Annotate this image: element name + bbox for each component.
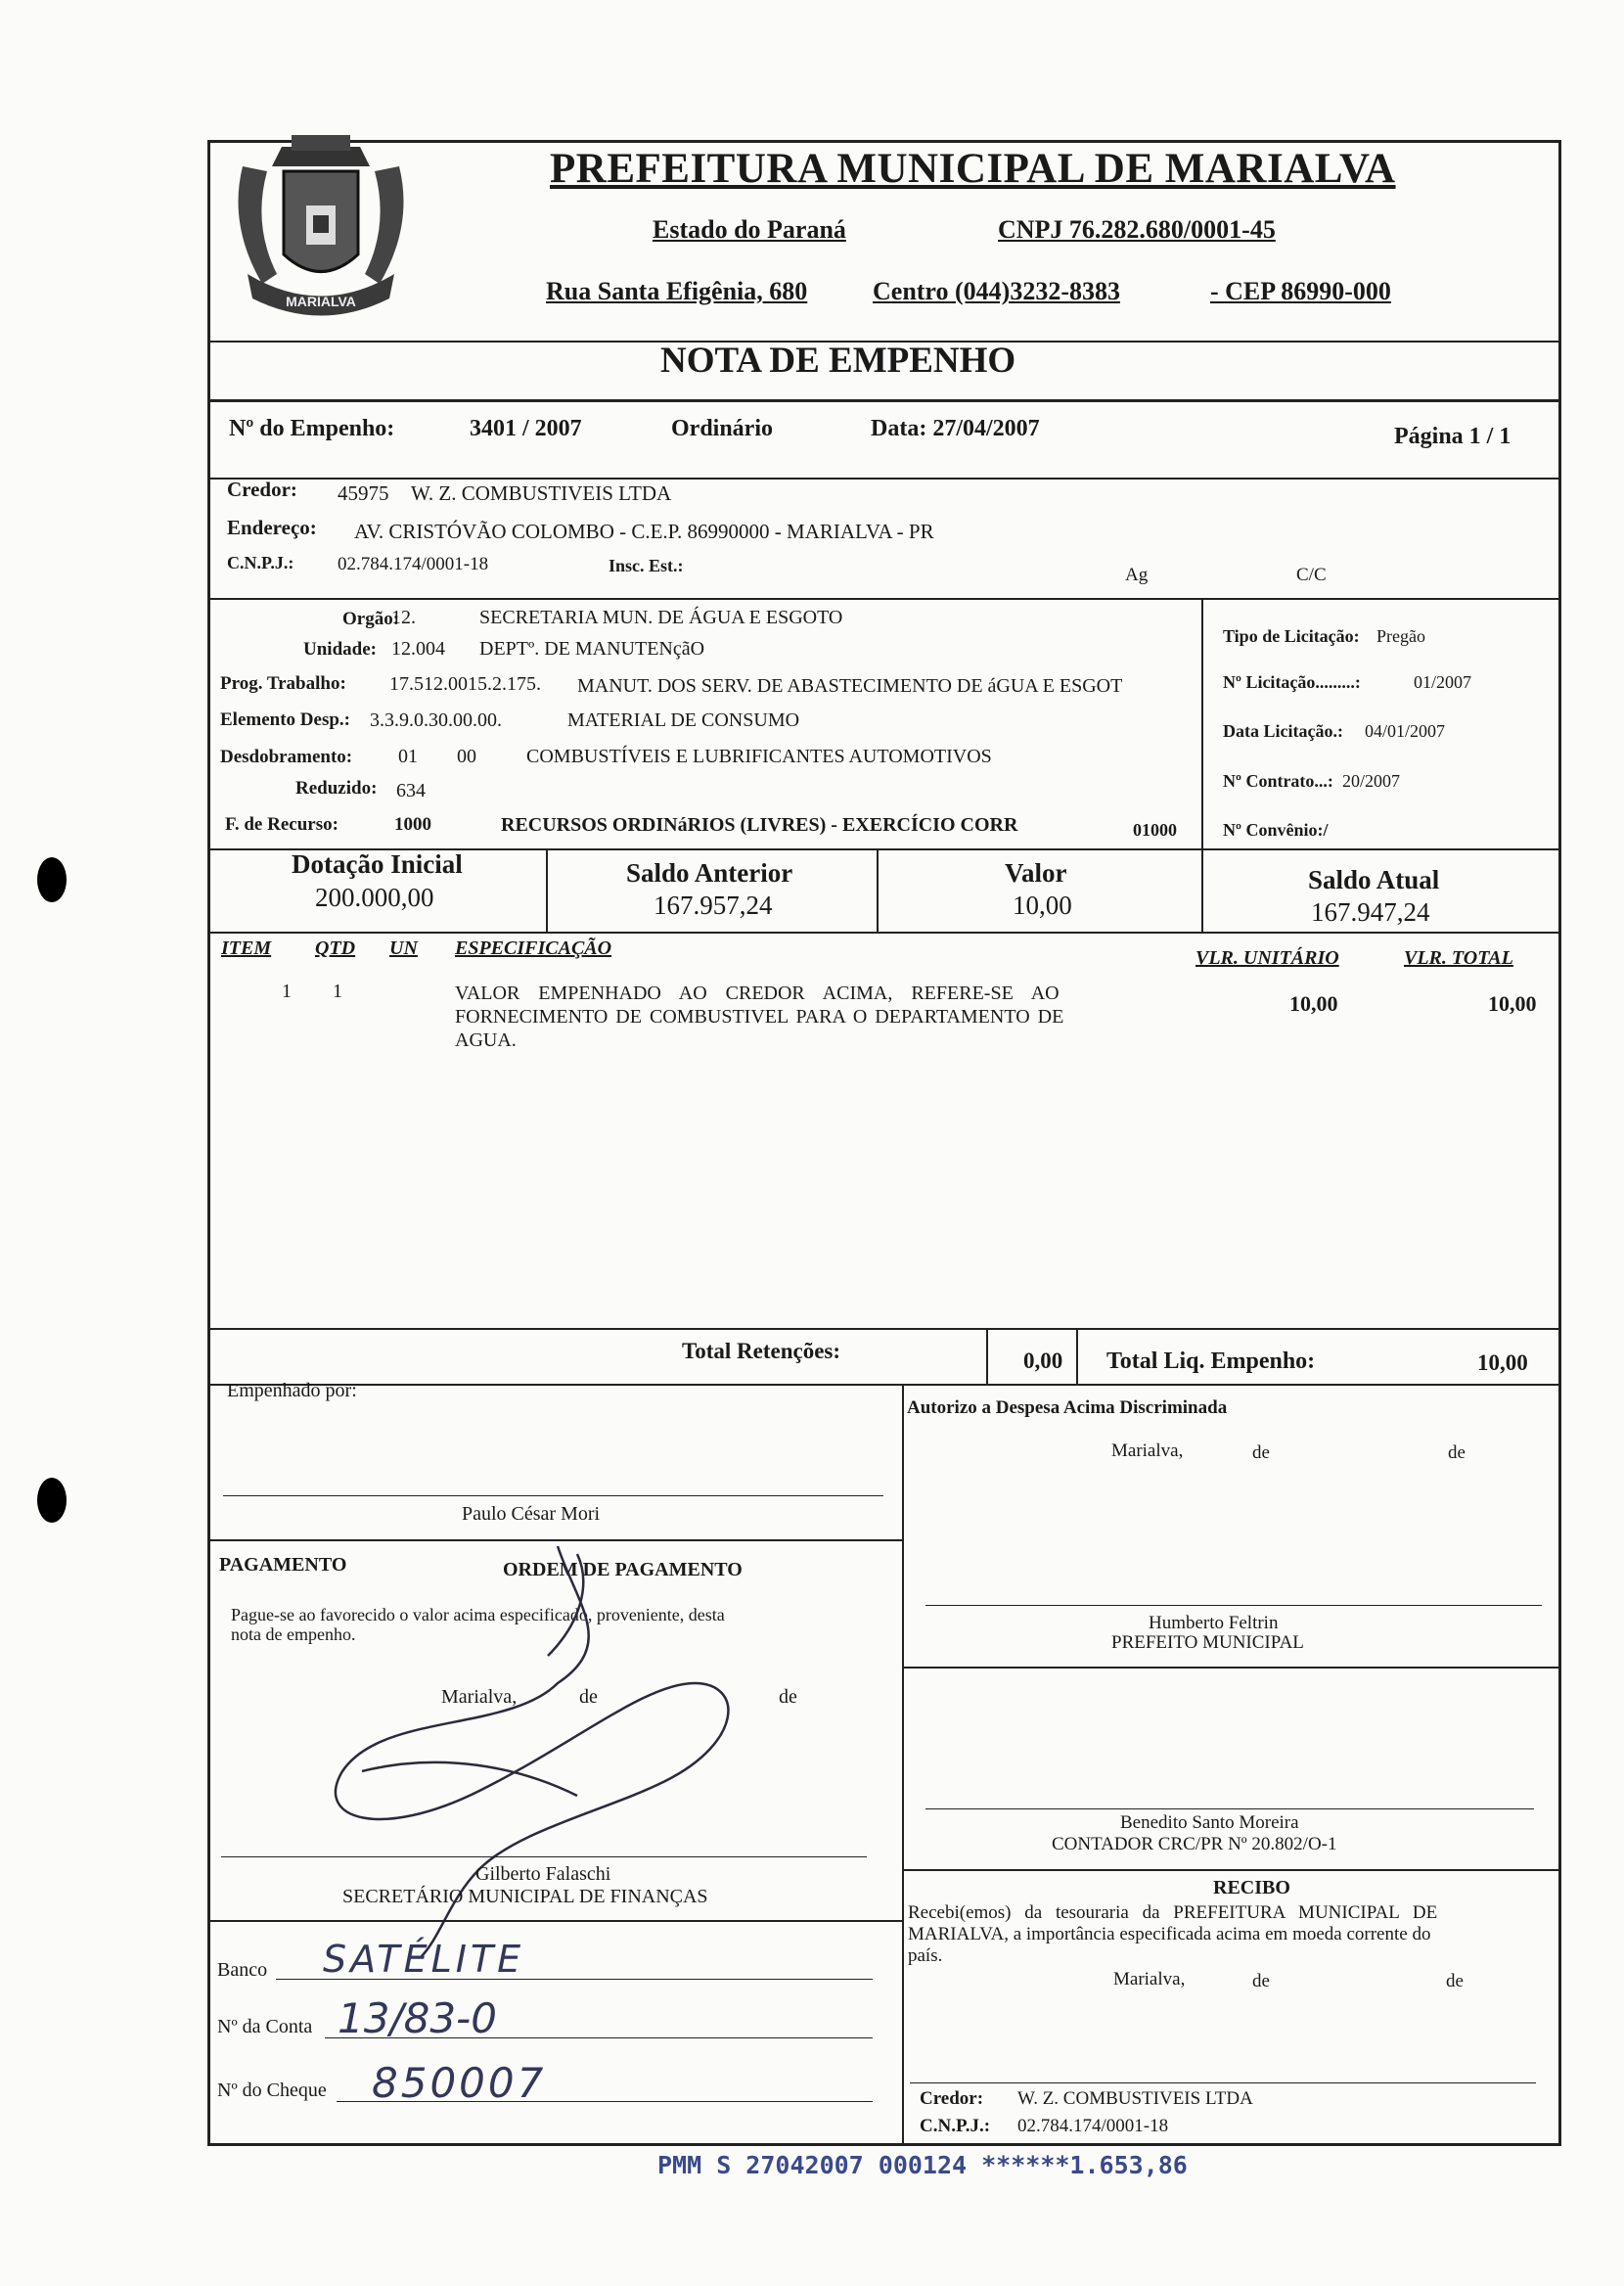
punch-hole	[37, 1478, 67, 1523]
address-label: Endereço:	[227, 516, 317, 539]
elem-code: 3.3.9.0.30.00.00.	[370, 709, 502, 731]
credor-label: Credor:	[227, 478, 297, 501]
empenhado-label: Empenhado por:	[227, 1380, 357, 1401]
num-licitacao-label: Nº Licitação.........:	[1223, 672, 1361, 692]
item-qtd: 1	[333, 981, 342, 1002]
recibo-de1: de	[1252, 1971, 1270, 1991]
autorizo-de1: de	[1252, 1442, 1270, 1463]
ag-label: Ag	[1125, 565, 1149, 585]
recibo-cnpj-value: 02.784.174/0001-18	[1017, 2116, 1169, 2136]
prog-label: Prog. Trabalho:	[220, 673, 346, 694]
col-vlr-unitario: VLR. UNITÁRIO	[1195, 947, 1339, 969]
orgao-name: SECRETARIA MUN. DE ÁGUA E ESGOTO	[479, 607, 843, 628]
autorizo-place: Marialva,	[1111, 1440, 1184, 1461]
total-liq-value: 10,00	[1477, 1350, 1528, 1375]
desd-label: Desdobramento:	[220, 747, 353, 767]
reduzido-value: 634	[396, 780, 426, 801]
recibo-place: Marialva,	[1113, 1969, 1186, 1989]
page-number: Página 1 / 1	[1394, 424, 1511, 449]
contador-name: Benedito Santo Moreira	[1120, 1812, 1299, 1833]
tipo-licitacao-label: Tipo de Licitação:	[1223, 626, 1360, 646]
elem-name: MATERIAL DE CONSUMO	[567, 709, 800, 731]
banco-handwritten: SATÉLITE	[323, 1938, 525, 1981]
header-address: Rua Santa Efigênia, 680	[546, 277, 808, 305]
pagamento-de2: de	[779, 1686, 797, 1708]
header-cep: - CEP 86990-000	[1210, 277, 1391, 305]
cheque-handwritten: 850007	[372, 2059, 547, 2107]
recurso-name: RECURSOS ORDINáRIOS (LIVRES) - EXERCÍCIO CORR	[501, 814, 1018, 836]
valor-value: 10,00	[1013, 891, 1072, 920]
reduzido-label: Reduzido:	[295, 778, 378, 799]
total-liq-label: Total Liq. Empenho:	[1106, 1349, 1316, 1374]
contrato-value: 20/2007	[1342, 771, 1401, 791]
banco-label: Banco	[217, 1959, 268, 1981]
total-retencoes-value: 0,00	[1023, 1349, 1063, 1373]
prefeito-name: Humberto Feltrin	[1149, 1613, 1279, 1633]
credor-address: AV. CRISTÓVÃO COLOMBO - C.E.P. 86990000 - MARIALVA - PR	[354, 520, 934, 543]
elem-label: Elemento Desp.:	[220, 709, 350, 730]
dotacao-value: 200.000,00	[315, 883, 434, 912]
header-state: Estado do Paraná	[653, 215, 846, 244]
saldo-atual-label: Saldo Atual	[1308, 865, 1440, 894]
cc-label: C/C	[1296, 565, 1327, 585]
orgao-code: 12.	[391, 607, 416, 628]
autorizo-de2: de	[1448, 1442, 1466, 1463]
empenho-type: Ordinário	[671, 416, 774, 441]
recibo-line2: MARIALVA, a importância especificada acima em moeda corrente do	[908, 1924, 1431, 1944]
recurso-label: F. de Recurso:	[225, 814, 338, 835]
col-item: ITEM	[221, 937, 272, 959]
credor-name: W. Z. COMBUSTIVEIS LTDA	[411, 481, 672, 505]
col-qtd: QTD	[315, 937, 356, 959]
prog-name: MANUT. DOS SERV. DE ABASTECIMENTO DE áGUA E ESGOT	[577, 675, 1123, 697]
recibo-credor-name: W. Z. COMBUSTIVEIS LTDA	[1017, 2088, 1253, 2109]
col-un: UN	[389, 937, 418, 959]
conta-handwritten: 13/83-0	[338, 1994, 497, 2042]
document-title: NOTA DE EMPENHO	[660, 341, 1016, 381]
unidade-name: DEPTº. DE MANUTENçãO	[479, 638, 705, 660]
item-desc-line1: VALOR EMPENHADO AO CREDOR ACIMA, REFERE-SE AO	[455, 983, 1060, 1004]
convenio-label: Nº Convênio:/	[1223, 820, 1329, 840]
contrato-label: Nº Contrato...:	[1223, 771, 1333, 791]
col-especificacao: ESPECIFICAÇÃO	[455, 937, 612, 959]
secretary-name: Gilberto Falaschi	[475, 1863, 611, 1885]
dotacao-label: Dotação Inicial	[292, 849, 463, 879]
orgao-label: Orgão:	[342, 609, 400, 629]
insc-est-label: Insc. Est.:	[609, 556, 684, 575]
unidade-label: Unidade:	[303, 639, 377, 660]
col-vlr-total: VLR. TOTAL	[1404, 947, 1513, 969]
data-licitacao-label: Data Licitação.:	[1223, 721, 1343, 741]
total-retencoes-label: Total Retenções:	[682, 1339, 841, 1363]
num-licitacao-value: 01/2007	[1414, 672, 1472, 692]
prog-code: 17.512.0015.2.175.	[389, 673, 541, 695]
empenhado-name: Paulo César Mori	[462, 1503, 601, 1525]
data-licitacao-value: 04/01/2007	[1365, 721, 1446, 741]
recibo-de2: de	[1446, 1971, 1464, 1991]
tipo-licitacao-value: Pregão	[1376, 626, 1425, 646]
recibo-line1: Recebi(emos) da tesouraria da PREFEITURA MUNICIPAL DE	[908, 1902, 1438, 1923]
desd-a: 01	[398, 746, 418, 767]
recibo-line3: país.	[908, 1945, 943, 1966]
ordem-pagamento-label: ORDEM DE PAGAMENTO	[503, 1559, 743, 1580]
punch-hole	[37, 857, 67, 902]
pagamento-place: Marialva,	[441, 1686, 518, 1708]
header-title: PREFEITURA MUNICIPAL DE MARIALVA	[550, 146, 1396, 192]
saldo-atual-value: 167.947,24	[1311, 897, 1430, 927]
cheque-label: Nº do Cheque	[217, 2080, 327, 2101]
prefeito-title: PREFEITO MUNICIPAL	[1111, 1632, 1304, 1653]
desd-name: COMBUSTÍVEIS E LUBRIFICANTES AUTOMOTIVOS	[526, 746, 992, 767]
valor-label: Valor	[1005, 858, 1067, 888]
item-desc-line3: AGUA.	[455, 1029, 517, 1051]
recibo-credor-label: Credor:	[920, 2088, 984, 2109]
autorizo-label: Autorizo a Despesa Acima Discriminada	[907, 1397, 1228, 1418]
secretary-title: SECRETÁRIO MUNICIPAL DE FINANÇAS	[342, 1886, 708, 1907]
cnpj-label: C.N.P.J.:	[227, 553, 294, 572]
recurso-code: 1000	[394, 814, 431, 835]
item-desc-line2: FORNECIMENTO DE COMBUSTIVEL PARA O DEPARTAMENTO DE	[455, 1006, 1064, 1028]
municipal-crest-icon	[223, 127, 419, 338]
recibo-cnpj-label: C.N.P.J.:	[920, 2116, 991, 2136]
recurso-number: 01000	[1133, 820, 1177, 840]
pague-line1: Pague-se ao favorecido o valor acima especificado, proveniente, desta	[231, 1605, 725, 1624]
credor-cnpj: 02.784.174/0001-18	[338, 554, 489, 574]
header-cnpj: CNPJ 76.282.680/0001-45	[998, 215, 1276, 244]
desd-b: 00	[457, 746, 476, 767]
conta-label: Nº da Conta	[217, 2016, 313, 2037]
empenho-label: Nº do Empenho:	[229, 416, 395, 441]
credor-code: 45975	[338, 481, 389, 505]
empenho-number: 3401 / 2007	[470, 416, 582, 441]
recibo-label: RECIBO	[1213, 1877, 1290, 1898]
pagamento-label: PAGAMENTO	[219, 1554, 347, 1576]
header-district-phone: Centro (044)3232-8383	[873, 277, 1120, 305]
empenho-date: Data: 27/04/2007	[871, 416, 1040, 441]
contador-title: CONTADOR CRC/PR Nº 20.802/O-1	[1052, 1834, 1337, 1854]
item-vlr-unitario: 10,00	[1289, 991, 1338, 1016]
saldo-anterior-value: 167.957,24	[654, 891, 773, 920]
mechanical-stamp: PMM S 27042007 000124 ******1.653,86	[657, 2151, 1188, 2179]
crest-banner-text: MARIALVA	[286, 294, 356, 309]
item-number: 1	[282, 981, 292, 1002]
item-vlr-total: 10,00	[1488, 991, 1537, 1016]
saldo-anterior-label: Saldo Anterior	[626, 858, 793, 888]
pague-line2: nota de empenho.	[231, 1624, 356, 1644]
unidade-code: 12.004	[391, 638, 445, 660]
pagamento-de1: de	[579, 1686, 598, 1708]
